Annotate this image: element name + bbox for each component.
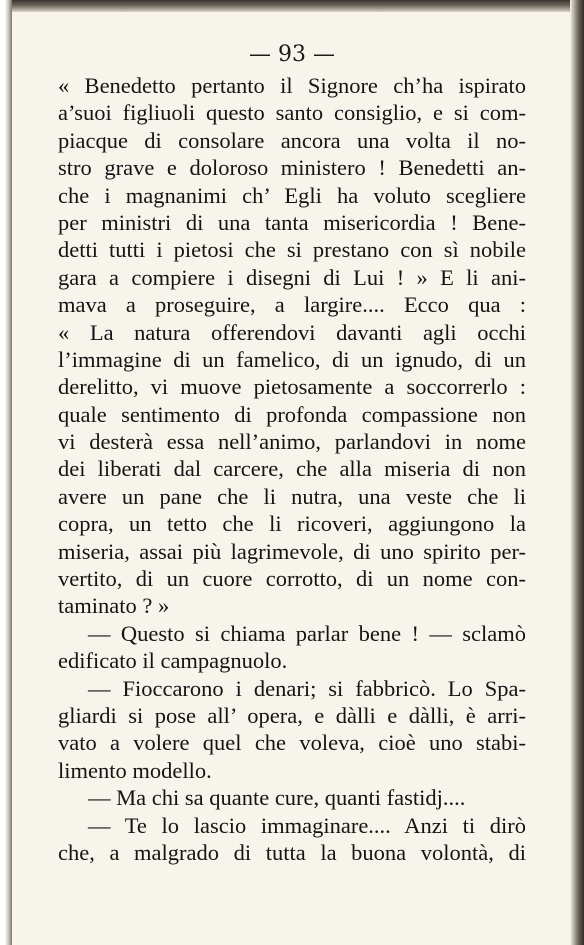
text-line: gliardi si pose all’ opera, e dàlli e dàlli, è arri- xyxy=(58,702,526,728)
text-line: piacque di consolare ancora una volta il no- xyxy=(58,127,526,153)
text-line: per ministri di una tanta misericordia ! Bene- xyxy=(58,209,526,235)
text-line: derelitto, vi muove pietosamente a soccorrerlo : xyxy=(58,374,526,400)
text-line: avere un pane che li nutra, una veste che li xyxy=(58,483,526,509)
text-line: vi desterà essa nell’animo, parlandovi in nome xyxy=(58,429,526,455)
text-line: taminato ? » xyxy=(58,593,170,619)
page-number: — 93 — xyxy=(249,42,335,67)
text-line: — Te lo lascio immaginare.... Anzi ti dirò xyxy=(88,812,526,838)
text-line: « Benedetto pertanto il Signore ch’ha ispirato xyxy=(58,73,526,98)
text-line: — Questo si chiama parlar bene ! — sclamò xyxy=(88,620,526,646)
text-line: che i magnanimi ch’ Egli ha voluto scegliere xyxy=(58,182,526,208)
text-line: mava a proseguire, a largire.... Ecco qua : xyxy=(58,292,526,318)
text-line: vato a volere quel che voleva, cioè uno stabi- xyxy=(58,730,526,756)
text-line: miseria, assai più lagrimevole, di uno spirito per- xyxy=(58,538,526,564)
text-line: — Fioccarono i denari; si fabbricò. Lo Spa- xyxy=(88,675,526,701)
page-left-edge xyxy=(0,0,12,945)
text-line: stro grave e doloroso ministero ! Benedetti an- xyxy=(58,155,526,181)
text-line: gara a compiere i disegni di Lui ! » E li ani- xyxy=(58,264,526,290)
text-line: limento modello. xyxy=(58,757,212,783)
body-text xyxy=(58,72,526,866)
text-line: detti tutti i pietosi che si prestano con sì nobile xyxy=(58,237,526,263)
text-line: « La natura offerendovi davanti agli occhi xyxy=(58,319,526,345)
text-line: dei liberati dal carcere, che alla miseria di non xyxy=(58,456,526,482)
page-right-edge xyxy=(570,0,584,945)
page-top-edge xyxy=(0,0,584,12)
text-line: vertito, di un cuore corrotto, di un nome con- xyxy=(58,566,526,592)
text-line: — Ma chi sa quante cure, quanti fastidj.... xyxy=(88,785,466,811)
text-line: edificato il campagnuolo. xyxy=(58,648,288,674)
text-line: copra, un tetto che li ricoveri, aggiungono la xyxy=(58,511,526,537)
text-line: a’suoi figliuoli questo santo consiglio, e si com- xyxy=(58,100,526,126)
text-line: che, a malgrado di tutta la buona volontà, di xyxy=(58,839,526,865)
text-line: quale sentimento di profonda compassione non xyxy=(58,401,526,427)
text-line: l’immagine di un famelico, di un ignudo, di un xyxy=(58,346,526,372)
